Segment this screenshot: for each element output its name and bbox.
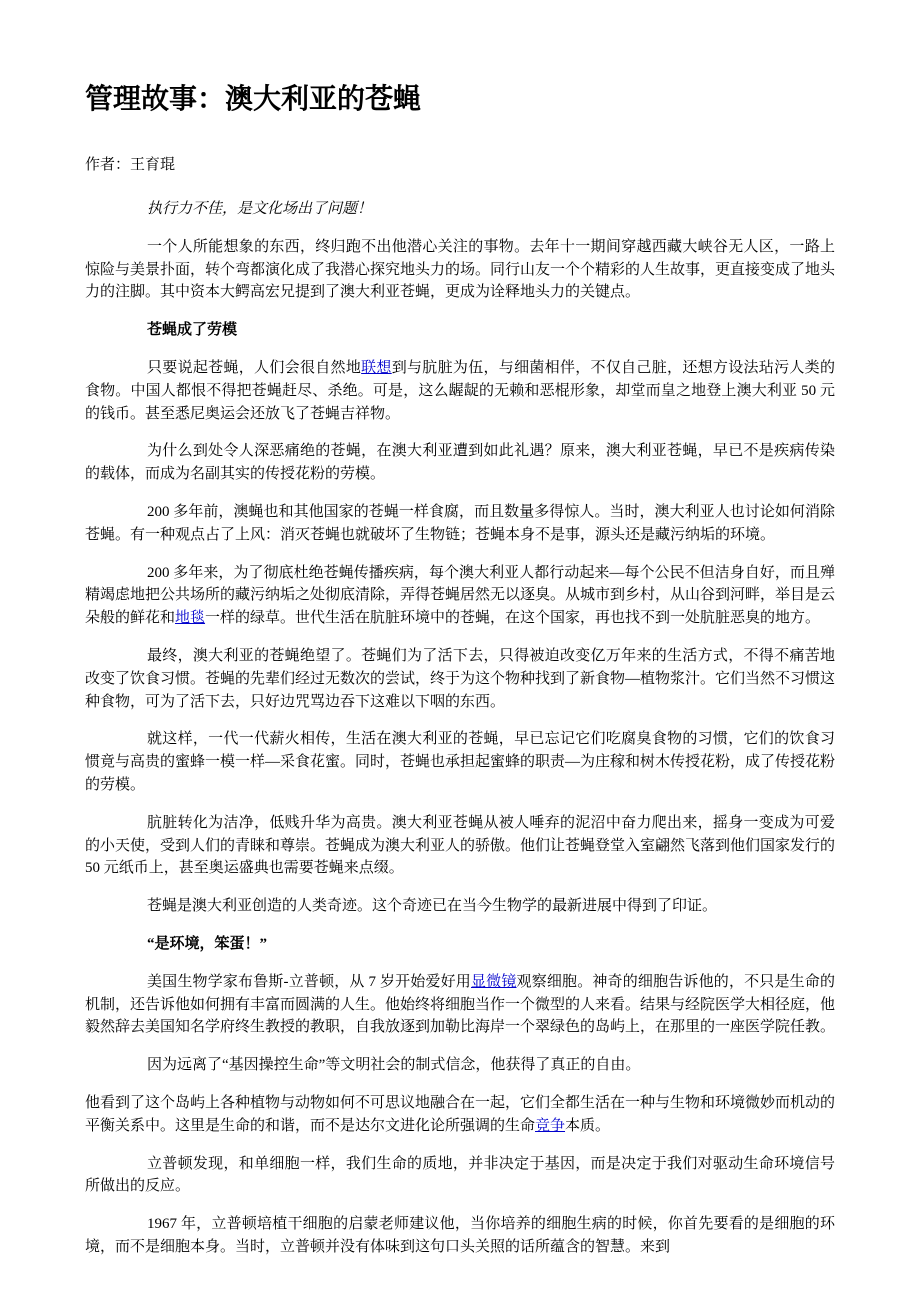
inline-link[interactable]: 联想	[361, 359, 392, 376]
text-run: 立普顿发现，和单细胞一样，我们生命的质地，并非决定于基因，而是决定于我们对驱动生命环境信号所做出的反应。	[85, 1155, 835, 1195]
inline-link[interactable]: 竞争	[535, 1117, 566, 1134]
paragraph	[85, 562, 835, 630]
paragraph	[85, 501, 835, 547]
paragraph	[85, 198, 835, 221]
text-run: 因为远离了“基因操控生命”等文明社会的制式信念，他获得了真正的自由。	[147, 1057, 641, 1074]
text-run: 执行力不佳，是文化场出了问题！	[147, 201, 373, 217]
paragraph	[85, 812, 835, 880]
text-run: 肮脏转化为洁净，低贱升华为高贵。澳大利亚苍蝇从被人唾弃的泥沼中奋力爬出来，摇身一变成为可爱的小天使，受到人们的青睐和尊崇。苍蝇成为澳大利亚人的骄傲。他们让苍蝇登堂入室翩然飞落到他们国家发行的 50 元纸币上，甚至奥运盛典也需要苍蝇来点缀。	[85, 814, 836, 877]
inline-link[interactable]: 地毯	[175, 610, 206, 627]
document-title: 管理故事：澳大利亚的苍蝇	[85, 84, 422, 115]
paragraph	[85, 1153, 835, 1199]
text-run: 为什么到处令人深恶痛绝的苍蝇，在澳大利亚遭到如此礼遇？原来，澳大利亚苍蝇，早已不是疾病传染的载体，而成为名副其实的传授花粉的劳模。	[85, 443, 835, 483]
inline-link[interactable]: 显微镜	[470, 973, 517, 990]
section-heading	[85, 319, 835, 342]
paragraph	[85, 236, 835, 304]
paragraph	[85, 728, 835, 796]
text-run: 200 多年前，澳蝇也和其他国家的苍蝇一样食腐，而且数量多得惊人。当时，澳大利亚人也讨论如何消除苍蝇。有一种观点占了上风：消灭苍蝇也就破坏了生物链；苍蝇本身不是事，源头还是藏污纳垢的环境。	[85, 503, 835, 543]
text-run: 他看到了这个岛屿上各种植物与动物如何不可思议地融合在一起，它们全都生活在一种与生物和环境微妙而机动的平衡关系中。这里是生命的和谐，而不是达尔文进化论所强调的生命	[85, 1094, 836, 1134]
text-run: 就这样，一代一代薪火相传，生活在澳大利亚的苍蝇，早已忘记它们吃腐臭食物的习惯，它们的饮食习惯竟与高贵的蜜蜂一模一样—采食花蜜。同时，苍蝇也承担起蜜蜂的职责—为庄稼和树木传授花粉，成了传授花粉的劳模。	[85, 731, 836, 793]
paragraph	[85, 1054, 835, 1077]
section-heading	[85, 933, 835, 956]
text-run: 一样的绿草。世代生活在肮脏环境中的苍蝇，在这个国家，再也找不到一处肮脏恶臭的地方。	[205, 610, 821, 627]
paragraph	[85, 1213, 835, 1259]
paragraph	[85, 971, 835, 1039]
text-run: 美国生物学家布鲁斯-立普顿，从 7 岁开始爱好用	[147, 973, 471, 990]
text-run: 一个人所能想象的东西，终归跑不出他潜心关注的事物。去年十一期间穿越西藏大峡谷无人区，一路上惊险与美景扑面，转个弯都演化成了我潜心探究地头力的场。同行山友一个个精彩的人生故事，更直接变成了地头力的注脚。其中资本大鳄高宏兄提到了澳大利亚苍蝇，更成为诠释地头力的关键点。	[85, 238, 836, 301]
author-line: 作者：王育琨	[85, 157, 176, 173]
paragraph	[85, 357, 835, 425]
text-run: 1967 年，立普顿培植干细胞的启蒙老师建议他，当你培养的细胞生病的时候，你首先要看的是细胞的环境，而不是细胞本身。当时，立普顿并没有体味到这句口头关照的话所蕴含的智慧。来到	[85, 1216, 835, 1255]
paragraph	[85, 440, 835, 486]
article-body	[85, 198, 835, 1259]
text-run: 200 多年来，为了彻底杜绝苍蝇传播疾病，每个澳大利亚人都行动起来—每个公民不但洁身自好，而且殚精竭虑地把公共场所的藏污纳垢之处彻底清除，弄得苍蝇居然无以逐臭。从城市到乡村，从山谷到河畔，举目是云朵般的鲜花和	[85, 564, 836, 627]
paragraph	[85, 895, 835, 918]
text-run: 最终，澳大利亚的苍蝇绝望了。苍蝇们为了活下去，只得被迫改变亿万年来的生活方式，不得不痛苦地改变了饮食习惯。苍蝇的先辈们经过无数次的尝试，终于为这个物种找到了新食物—植物浆汁。它们当然不习惯这种食物，可为了活下去，只好边咒骂边吞下这难以下咽的东西。	[85, 647, 836, 710]
text-run: 苍蝇成了劳模	[147, 322, 238, 339]
text-run: 苍蝇是澳大利亚创造的人类奇迹。这个奇迹已在当今生物学的最新进展中得到了印证。	[147, 898, 718, 915]
paragraph	[85, 1092, 835, 1138]
text-run: 只要说起苍蝇，人们会很自然地	[147, 359, 362, 376]
text-run: 到与肮脏为伍，与细菌相伴，不仅自己脏，还想方设法玷污人类的食物。中国人都恨不得把苍蝇赶尽、杀绝。可是，这么龌龊的无赖和恶棍形象，却堂而皇之地登上澳大利亚 50 元的钱币。甚至悉尼奥运会还放飞了苍蝇吉祥物。	[85, 359, 835, 422]
paragraph	[85, 645, 835, 713]
text-run: 本质。	[565, 1117, 611, 1134]
text-run: 观察细胞。神奇的细胞告诉他的，不只是生命的机制，还告诉他如何拥有丰富而圆满的人生。他始终将细胞当作一个微型的人来看。结果与经院医学大相径庭，他毅然辞去美国知名学府终生教授的教职，自我放逐到加勒比海岸一个翠绿色的岛屿上，在那里的一座医学院任教。	[85, 973, 836, 1036]
text-run: “是环境，笨蛋！”	[147, 935, 268, 952]
